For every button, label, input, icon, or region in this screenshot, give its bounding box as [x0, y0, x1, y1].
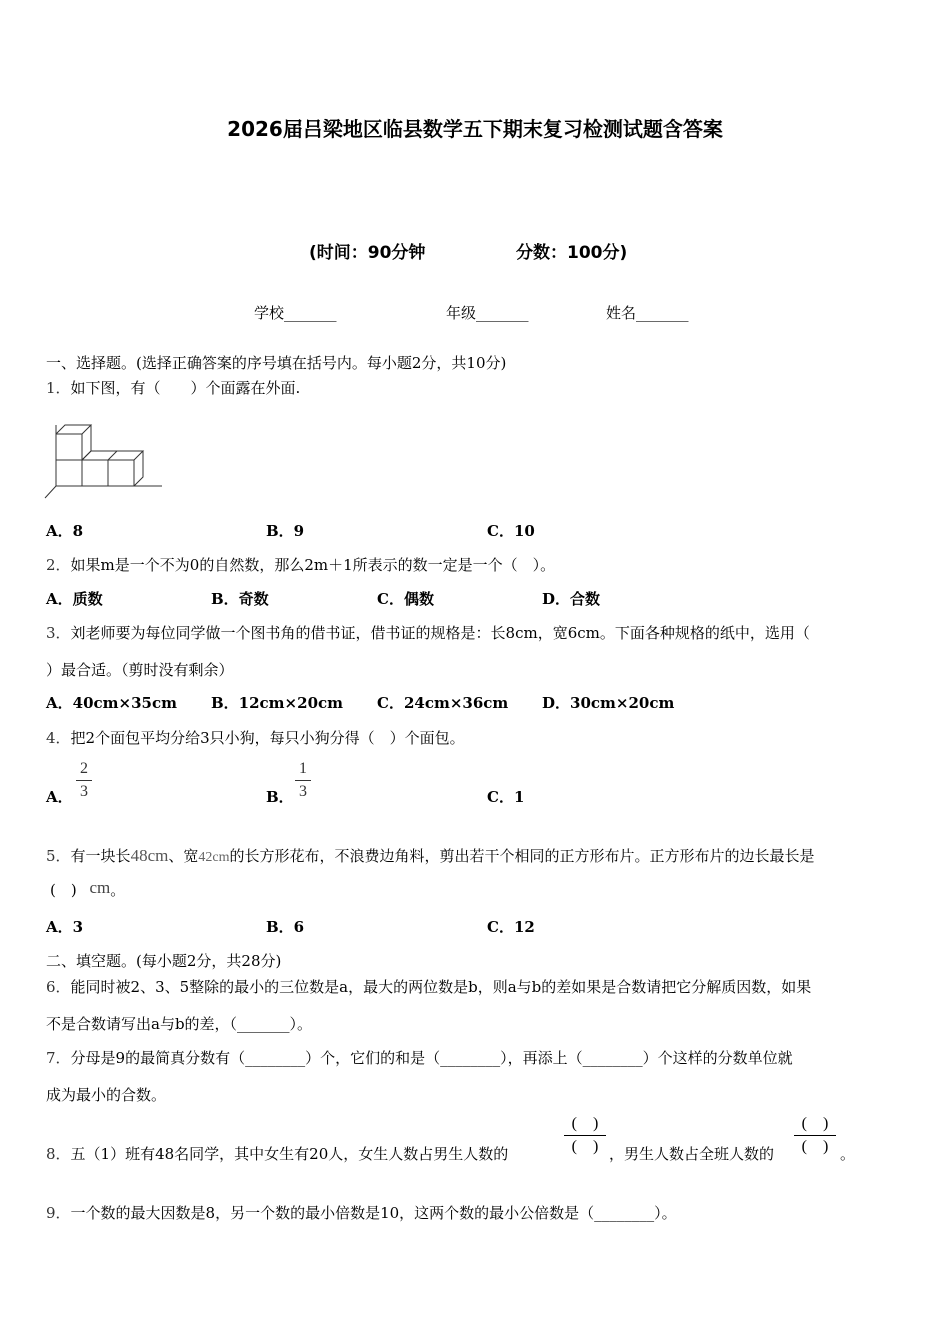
q1-option-a[interactable]: A．8 [46, 522, 84, 540]
question-text: 把2个面包平均分给3只小狗，每只小狗分得（ ）个面包。 [70, 729, 465, 747]
question-7 [46, 1047, 793, 1068]
question-text: 有一块长 [70, 847, 131, 865]
question-number: 3． [46, 624, 71, 642]
question-5 [46, 845, 814, 866]
width-value: 42cm [198, 850, 230, 865]
question-text-line1: 能同时被2、3、5整除的最小的三位数是a，最大的两位数是b，则a与b的差如果是合数请把它分解质因数，如果 [70, 978, 812, 996]
fraction-numerator: 1 [299, 760, 307, 777]
question-text[interactable]: 一个数的最大因数是8，另一个数的最小倍数是10，这两个数的最小公倍数是（________）。 [70, 1204, 677, 1222]
question-number: 9． [46, 1204, 71, 1222]
question-number: 7． [46, 1049, 71, 1067]
q2-option-a[interactable]: A．质数 [46, 590, 103, 608]
question-number: 5． [46, 847, 71, 865]
question-text-line1: 刘老师要为每位同学做一个图书角的借书证，借书证的规格是：长8cm，宽6cm。下面各种规格的纸中，选用（ [70, 624, 810, 642]
question-6-line2[interactable]: 不是合数请写出a与b的差，（_______）。 [46, 1015, 313, 1033]
question-text: 的长方形花布，不浪费边角料，剪出若干个相同的正方形布片。正方形布片的边长最长是 [229, 847, 815, 865]
question-number: 6． [46, 978, 71, 996]
q4-option-b-label[interactable]: B． [266, 788, 294, 806]
cube-figure [42, 420, 167, 502]
question-1 [46, 377, 300, 398]
question-5-line2 [50, 879, 125, 900]
unit-cm: cm [89, 878, 111, 897]
length-value: 48cm [130, 846, 169, 865]
fraction-numerator-blank[interactable]: ( ) [571, 1115, 599, 1132]
section-heading-choice: 一、选择题。(选择正确答案的序号填在括号内。每小题2分，共10分) [46, 354, 507, 372]
question-text-line1[interactable]: 分母是9的最简真分数有（________）个，它们的和是（________），再添上（________）个这样的分数单位就 [70, 1049, 793, 1067]
fraction-numerator: 2 [80, 760, 88, 777]
q2-option-d[interactable]: D．合数 [542, 590, 601, 608]
question-3 [46, 622, 810, 643]
name-field[interactable]: 姓名_______ [606, 304, 689, 322]
q1-option-c[interactable]: C．10 [487, 522, 535, 540]
question-9 [46, 1202, 677, 1223]
exam-score: 分数：100分) [516, 243, 628, 263]
page-title: 2026届吕梁地区临县数学五下期末复习检测试题含答案 [227, 117, 723, 141]
question-text: 、宽 [168, 847, 199, 865]
question-7-line2: 成为最小的合数。 [46, 1086, 167, 1104]
grade-field[interactable]: 年级_______ [446, 304, 529, 322]
question-text: 。 [110, 881, 126, 899]
school-field[interactable]: 学校_______ [254, 304, 337, 322]
question-4 [46, 727, 465, 748]
q5-option-b[interactable]: B．6 [266, 918, 305, 936]
answer-blank[interactable]: ( ) [50, 881, 77, 899]
q8-answer-fraction-2[interactable] [794, 1114, 836, 1157]
q3-option-d[interactable]: D．30cm×20cm [542, 694, 675, 712]
exam-time: (时间：90分钟 [309, 243, 426, 263]
question-text: 如下图，有（ ）个面露在外面. [70, 379, 301, 397]
q4-option-c[interactable]: C．1 [487, 788, 525, 806]
q3-option-c[interactable]: C．24cm×36cm [377, 694, 509, 712]
question-2 [46, 554, 555, 575]
fraction-denominator: 3 [299, 783, 307, 800]
q3-option-b[interactable]: B．12cm×20cm [211, 694, 344, 712]
question-number: 4． [46, 729, 71, 747]
q4-option-b-fraction[interactable] [295, 760, 311, 801]
question-8-mid: ，男生人数占全班人数的 [609, 1145, 775, 1163]
fraction-bar [564, 1135, 606, 1136]
section-heading-fill: 二、填空题。(每小题2分，共28分) [46, 952, 282, 970]
fraction-denominator: 3 [80, 783, 88, 800]
fraction-bar [76, 780, 92, 781]
fraction-denominator-blank[interactable]: ( ) [801, 1138, 829, 1155]
question-text-line2: ）最合适。（剪时没有剩余） [46, 661, 234, 679]
q1-option-b[interactable]: B．9 [266, 522, 305, 540]
q4-option-a-label[interactable]: A． [46, 788, 73, 806]
fraction-bar [295, 780, 311, 781]
fraction-numerator-blank[interactable]: ( ) [801, 1115, 829, 1132]
question-text: 五（1）班有48名同学，其中女生有20人，女生人数占男生人数的 [70, 1145, 509, 1163]
q5-option-c[interactable]: C．12 [487, 918, 535, 936]
fraction-bar [794, 1135, 836, 1136]
q3-option-a[interactable]: A．40cm×35cm [46, 694, 177, 712]
question-number: 8． [46, 1145, 71, 1163]
fraction-denominator-blank[interactable]: ( ) [571, 1138, 599, 1155]
q5-option-a[interactable]: A．3 [46, 918, 84, 936]
q8-answer-fraction-1[interactable] [564, 1114, 606, 1157]
q4-option-a-fraction[interactable] [76, 760, 92, 801]
question-8-end: 。 [840, 1145, 856, 1163]
q2-option-c[interactable]: C．偶数 [377, 590, 434, 608]
question-6 [46, 976, 811, 997]
question-number: 1． [46, 379, 71, 397]
question-8 [46, 1143, 508, 1164]
q2-option-b[interactable]: B．奇数 [211, 590, 269, 608]
question-number: 2． [46, 556, 71, 574]
question-text: 如果m是一个不为0的自然数，那么2m＋1所表示的数一定是一个（ ）。 [70, 556, 556, 574]
